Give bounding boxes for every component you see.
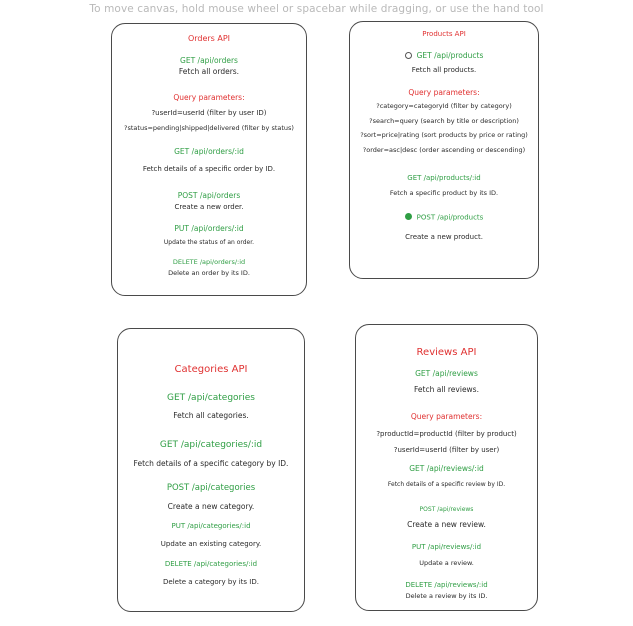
orders-title: Orders API xyxy=(187,34,231,43)
products-api-card[interactable] xyxy=(349,21,539,279)
reviews-post: POST /api/reviews xyxy=(419,506,474,513)
reviews-delete-desc: Delete a review by its ID. xyxy=(405,592,488,600)
reviews-api-card[interactable] xyxy=(355,324,538,611)
canvas-hint: To move canvas, hold mouse wheel or spacebar while dragging, or use the hand tool xyxy=(89,3,544,15)
products-post: POST /api/products xyxy=(416,213,484,222)
categories-title: Categories API xyxy=(174,364,248,375)
orders-delete-desc: Delete an order by its ID. xyxy=(168,269,250,277)
orders-get-one-desc: Fetch details of a specific order by ID. xyxy=(142,165,276,173)
products-post-desc: Create a new product. xyxy=(405,233,483,241)
reviews-query-title: Query parameters: xyxy=(410,412,483,421)
products-query-order: ?order=asc|desc (order ascending or descending) xyxy=(362,146,526,154)
products-query-title: Query parameters: xyxy=(408,88,480,97)
orders-put: PUT /api/orders/:id xyxy=(174,224,244,233)
reviews-get-one: GET /api/reviews/:id xyxy=(409,464,484,473)
orders-get-one: GET /api/orders/:id xyxy=(174,147,244,156)
products-query-category: ?category=categoryId (filter by category) xyxy=(376,102,512,110)
reviews-get-one-desc: Fetch details of a specific review by ID. xyxy=(387,481,506,488)
orders-get-all: GET /api/orders xyxy=(180,56,238,65)
reviews-query-user: ?userId=userId (filter by user) xyxy=(393,446,500,454)
categories-put-desc: Update an existing category. xyxy=(160,540,262,548)
products-get-all-row xyxy=(350,52,538,60)
categories-get-all-desc: Fetch all categories. xyxy=(173,411,249,420)
categories-delete-desc: Delete a category by its ID. xyxy=(163,578,259,586)
reviews-query-product: ?productId=productId (filter by product) xyxy=(376,430,517,438)
products-title: Products API xyxy=(422,30,466,38)
categories-post: POST /api/categories xyxy=(166,483,256,493)
orders-query-user: ?userId=userId (filter by user ID) xyxy=(151,109,267,117)
reviews-put: PUT /api/reviews/:id xyxy=(411,543,482,551)
categories-put: PUT /api/categories/:id xyxy=(171,522,251,530)
reviews-put-desc: Update a review. xyxy=(419,559,474,567)
orders-api-card[interactable] xyxy=(111,23,307,296)
products-get-all-desc: Fetch all products. xyxy=(411,66,477,74)
orders-get-all-desc: Fetch all orders. xyxy=(178,67,240,76)
products-post-row xyxy=(350,214,538,222)
orders-put-desc: Update the status of an order. xyxy=(163,239,255,246)
bullet-icon xyxy=(405,52,412,59)
bullet-icon xyxy=(405,213,412,220)
reviews-get-all: GET /api/reviews xyxy=(415,369,478,378)
products-query-search: ?search=query (search by title or description) xyxy=(369,117,519,125)
categories-get-one: GET /api/categories/:id xyxy=(159,440,263,450)
categories-post-desc: Create a new category. xyxy=(167,502,255,511)
products-get-one-desc: Fetch a specific product by its ID. xyxy=(389,189,499,197)
categories-delete: DELETE /api/categories/:id xyxy=(164,560,258,568)
reviews-get-all-desc: Fetch all reviews. xyxy=(414,385,479,394)
orders-post: POST /api/orders xyxy=(177,191,241,200)
orders-delete: DELETE /api/orders/:id xyxy=(172,258,246,266)
categories-get-one-desc: Fetch details of a specific category by ID. xyxy=(133,459,289,468)
orders-post-desc: Create a new order. xyxy=(174,203,244,211)
categories-get-all: GET /api/categories xyxy=(167,393,255,403)
reviews-delete: DELETE /api/reviews/:id xyxy=(405,581,488,589)
products-query-sort: ?sort=price|rating (sort products by price or rating) xyxy=(360,131,528,139)
categories-api-card[interactable] xyxy=(117,328,305,612)
reviews-title: Reviews API xyxy=(416,347,477,358)
products-get-all: GET /api/products xyxy=(416,51,484,60)
orders-query-title: Query parameters: xyxy=(173,93,245,102)
products-get-one: GET /api/products/:id xyxy=(407,174,481,182)
reviews-post-desc: Create a new review. xyxy=(407,520,486,529)
orders-query-status: ?status=pending|shipped|delivered (filter by status) xyxy=(124,124,294,132)
